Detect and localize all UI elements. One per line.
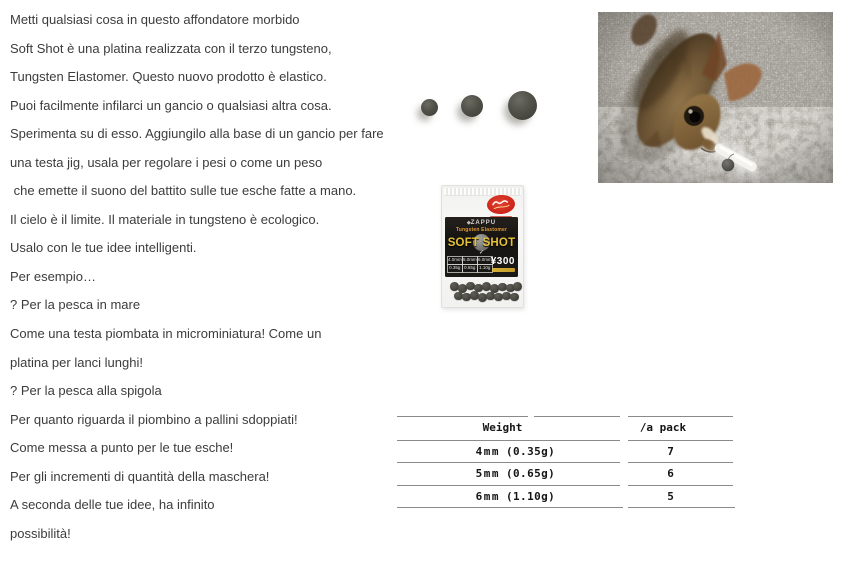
- product-package-photo: [441, 185, 524, 308]
- check-mark-icon: ✓: [479, 250, 485, 256]
- weight-cell: (0.65g): [506, 467, 556, 480]
- label-weight-cell: 0.65g: [462, 264, 478, 273]
- fish-photo-image: [598, 12, 833, 183]
- spec-table-row: [397, 486, 738, 508]
- brand-name: ZAPPU: [470, 220, 497, 226]
- sinker-photo-large: [508, 91, 537, 120]
- weight-column-header: Weight: [482, 421, 523, 434]
- pack-count-cell: 7: [667, 445, 674, 458]
- description-line: Il cielo è il limite. Il materiale in tungsteno è ecologico.: [10, 211, 320, 227]
- brand-diamond-icon: ◆: [466, 220, 471, 226]
- description-line: Per quanto riguarda il piombino a pallini sdoppiati!: [10, 411, 298, 427]
- description-line: Per esempio…: [10, 268, 96, 284]
- package-label: [445, 217, 518, 277]
- description-line: A seconda delle tue idee, ha infinito: [10, 497, 215, 513]
- bag-ball: [510, 293, 519, 302]
- label-size-cell: 6.0mm: [477, 256, 493, 265]
- pack-count-cell: 6: [667, 467, 674, 480]
- description-line: ? Per la pesca in mare: [10, 297, 141, 313]
- sinker-photo-medium: [461, 95, 483, 117]
- sinker-photo-small: [421, 99, 438, 116]
- description-line: Puoi facilmente infilarci un gancio o qualsiasi altra cosa.: [10, 97, 332, 113]
- size-cell: 6mm: [475, 489, 500, 503]
- description-line: Tungsten Elastomer. Questo nuovo prodotto è elastico.: [10, 69, 327, 85]
- description-line: possibilità!: [10, 525, 71, 541]
- spec-table-row: [397, 441, 738, 463]
- description-line: Come messa a punto per le tue esche!: [10, 440, 234, 456]
- description-line: una testa jig, usala per regolare i pesi o come un peso: [10, 154, 323, 170]
- pack-column-header: /a pack: [639, 421, 687, 434]
- description-line: Sperimenta su di esso. Aggiungilo alla base di un gancio per fare: [10, 126, 384, 142]
- label-weight-row: [447, 264, 492, 272]
- product-description: [10, 6, 445, 548]
- series-name: Tungsten Elastomer: [455, 227, 508, 233]
- sticker-script-icon: [486, 194, 515, 215]
- label-weight-cell: 0.35g: [447, 264, 463, 273]
- spec-table-row: [397, 463, 738, 485]
- fish-photo: [598, 12, 833, 183]
- label-size-table: [447, 256, 492, 272]
- price-label: ¥300: [490, 256, 515, 267]
- brand-sticker-icon: [486, 194, 515, 215]
- product-name: SOFT SHOT: [447, 237, 516, 249]
- size-cell: 5mm: [475, 467, 500, 480]
- label-weight-cell: 1.10g: [477, 264, 493, 273]
- bag-ball: [513, 282, 522, 291]
- spec-table: [397, 410, 738, 512]
- description-line: Metti qualsiasi cosa in questo affondatore morbido: [10, 12, 300, 27]
- description-line: ? Per la pesca alla spigola: [10, 383, 162, 399]
- weight-cell: (1.10g): [506, 489, 556, 503]
- label-size-cell: 4.0mm: [447, 256, 463, 265]
- description-line: Usalo con le tue idee intelligenti.: [10, 240, 197, 256]
- label-size-cell: 5.0mm: [462, 256, 478, 265]
- description-line: platina per lanci lunghi!: [10, 354, 143, 370]
- brand-logo: [445, 220, 518, 227]
- description-line: Come una testa piombata in microminiatura! Come un: [10, 326, 322, 342]
- tax-note-bar: [492, 268, 515, 272]
- pack-count-cell: 5: [667, 489, 674, 503]
- description-line: Per gli incrementi di quantità della maschera!: [10, 468, 270, 484]
- weight-cell: (0.35g): [506, 445, 556, 458]
- size-cell: 4mm: [475, 445, 500, 458]
- spec-rows: [397, 410, 738, 512]
- soft-shot-sinker: [722, 159, 735, 172]
- description-line: Soft Shot è una platina realizzata con il terzo tungsteno,: [10, 40, 332, 56]
- label-size-row: [447, 256, 492, 264]
- description-line: che emette il suono del battito sulle tue esche fatte a mano.: [10, 183, 357, 199]
